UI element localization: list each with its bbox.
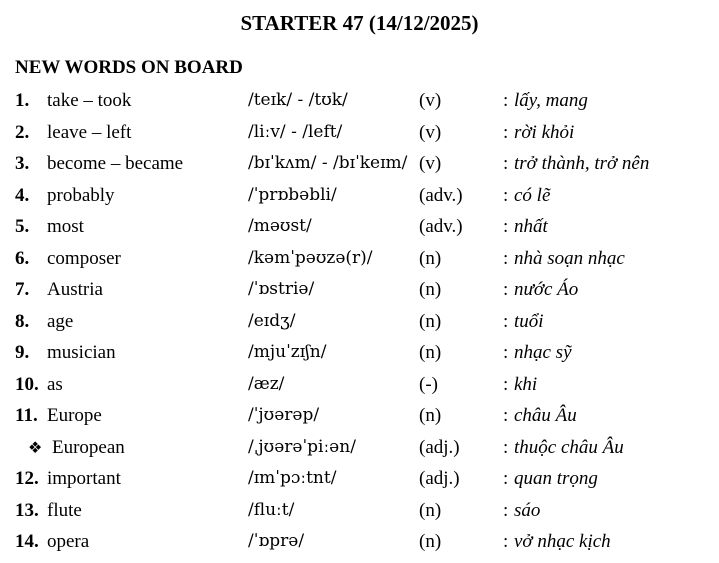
vocab-pronunciation: /bɪˈkʌm/ - /bɪˈkeɪm/ [248, 153, 408, 173]
colon-separator: : [503, 153, 509, 174]
vocab-part-of-speech: (adv.) [419, 216, 463, 237]
vocab-pronunciation: /mjuˈzɪʃn/ [248, 342, 327, 362]
vocab-pronunciation: /ˈɒprə/ [248, 531, 305, 551]
row-number: 9. [15, 342, 30, 363]
vocab-pronunciation: /fluːt/ [248, 499, 295, 520]
vocab-part-of-speech: (n) [419, 310, 442, 332]
vocab-word: musician [47, 342, 116, 363]
vocab-part-of-speech: (n) [419, 531, 442, 552]
vocab-part-of-speech: (n) [419, 342, 442, 363]
vocab-part-of-speech: (v) [419, 121, 442, 143]
vocab-row [0, 369, 719, 401]
vocab-pronunciation: /ˈprɒbəbli/ [248, 184, 337, 205]
vocab-part-of-speech: (n) [419, 405, 442, 426]
vocab-meaning: lấy, mang [514, 90, 588, 111]
row-number: 12. [15, 468, 39, 489]
vocab-word: important [47, 468, 121, 489]
row-number: 14. [15, 531, 39, 552]
row-number: 11. [15, 405, 38, 426]
colon-separator: : [503, 121, 509, 143]
row-number: 4. [15, 184, 30, 206]
row-number: 6. [15, 247, 30, 269]
vocab-row [0, 148, 719, 180]
colon-separator: : [503, 373, 509, 395]
colon-separator: : [503, 90, 509, 111]
colon-separator: : [503, 247, 509, 269]
vocab-meaning: nhạc sỹ [514, 342, 572, 363]
colon-separator: : [503, 499, 509, 521]
vocab-meaning: trở thành, trở nên [514, 153, 650, 174]
vocab-part-of-speech: (adj.) [419, 468, 460, 489]
row-number: 1. [15, 90, 30, 111]
vocab-meaning: nhất [514, 216, 548, 237]
vocab-part-of-speech: (-) [419, 373, 438, 395]
vocab-meaning: có lẽ [514, 184, 551, 206]
vocab-pronunciation: /məʊst/ [248, 216, 312, 236]
vocab-meaning: sáo [514, 499, 541, 521]
vocab-pronunciation: /æz/ [248, 373, 285, 394]
vocab-word: Europe [47, 405, 102, 426]
vocab-pronunciation: /ˈjʊərəp/ [248, 405, 320, 425]
row-number: 3. [15, 153, 30, 174]
vocab-part-of-speech: (adv.) [419, 184, 463, 206]
vocab-meaning: quan trọng [514, 468, 598, 489]
vocab-pronunciation: /ˈɒstriə/ [248, 279, 315, 299]
vocab-pronunciation: /ˌjʊərəˈpiːən/ [248, 436, 356, 457]
vocab-row [0, 306, 719, 338]
vocab-row [0, 526, 719, 558]
vocab-meaning: nước Áo [514, 279, 579, 300]
page-title: STARTER 47 (14/12/2025) [240, 11, 479, 35]
vocab-pronunciation: /kəmˈpəʊzə(r)/ [248, 247, 373, 268]
vocab-part-of-speech: (n) [419, 499, 442, 521]
vocab-meaning: khi [514, 373, 538, 395]
colon-separator: : [503, 436, 509, 458]
row-number: 5. [15, 216, 30, 237]
row-number: 7. [15, 279, 30, 300]
vocab-word: opera [47, 531, 90, 552]
colon-separator: : [503, 184, 509, 206]
colon-separator: : [503, 405, 509, 426]
colon-separator: : [503, 279, 509, 300]
vocab-pronunciation: /teɪk/ - /tʊk/ [248, 90, 348, 110]
vocab-pronunciation: /liːv/ - /left/ [248, 121, 343, 142]
vocab-part-of-speech: (adj.) [419, 436, 460, 458]
vocab-row [0, 180, 719, 212]
vocab-part-of-speech: (n) [419, 279, 442, 300]
vocab-row [0, 400, 719, 432]
vocab-word: most [47, 216, 84, 237]
vocab-row [0, 117, 719, 149]
vocab-word: Austria [47, 279, 103, 300]
vocab-row [0, 463, 719, 495]
vocab-part-of-speech: (n) [419, 247, 442, 269]
vocab-row [0, 337, 719, 369]
diamond-bullet-icon: ❖ [28, 437, 43, 457]
vocab-word: take – took [47, 90, 132, 111]
vocab-meaning: rời khỏi [514, 121, 575, 143]
section-heading: NEW WORDS ON BOARD [15, 57, 243, 78]
vocab-meaning: nhà soạn nhạc [514, 247, 625, 269]
vocab-word: leave – left [47, 121, 132, 143]
vocab-word: European [52, 436, 125, 458]
vocab-row [0, 495, 719, 527]
vocab-meaning: thuộc châu Âu [514, 436, 624, 458]
vocabulary-list [0, 85, 719, 558]
row-number: 2. [15, 121, 30, 143]
colon-separator: : [503, 531, 509, 552]
vocab-row [0, 243, 719, 275]
vocab-word: probably [47, 184, 115, 206]
vocab-subrow [0, 432, 719, 464]
colon-separator: : [503, 310, 509, 332]
colon-separator: : [503, 342, 509, 363]
vocab-part-of-speech: (v) [419, 153, 442, 174]
vocab-meaning: châu Âu [514, 405, 577, 426]
vocab-word: flute [47, 499, 82, 521]
colon-separator: : [503, 216, 509, 237]
vocab-meaning: tuổi [514, 310, 544, 332]
vocab-row [0, 211, 719, 243]
colon-separator: : [503, 468, 509, 489]
row-number: 10. [15, 373, 39, 395]
vocab-word: age [47, 310, 74, 332]
vocab-pronunciation: /ɪmˈpɔːtnt/ [248, 468, 337, 488]
vocab-word: as [47, 373, 63, 395]
vocab-meaning: vở nhạc kịch [514, 531, 611, 552]
vocab-part-of-speech: (v) [419, 90, 442, 111]
row-number: 8. [15, 310, 30, 332]
vocab-pronunciation: /eɪdʒ/ [248, 310, 296, 331]
vocab-word: become – became [47, 153, 184, 174]
vocab-row [0, 274, 719, 306]
vocab-word: composer [47, 247, 121, 269]
row-number: 13. [15, 499, 39, 521]
vocab-row [0, 85, 719, 117]
